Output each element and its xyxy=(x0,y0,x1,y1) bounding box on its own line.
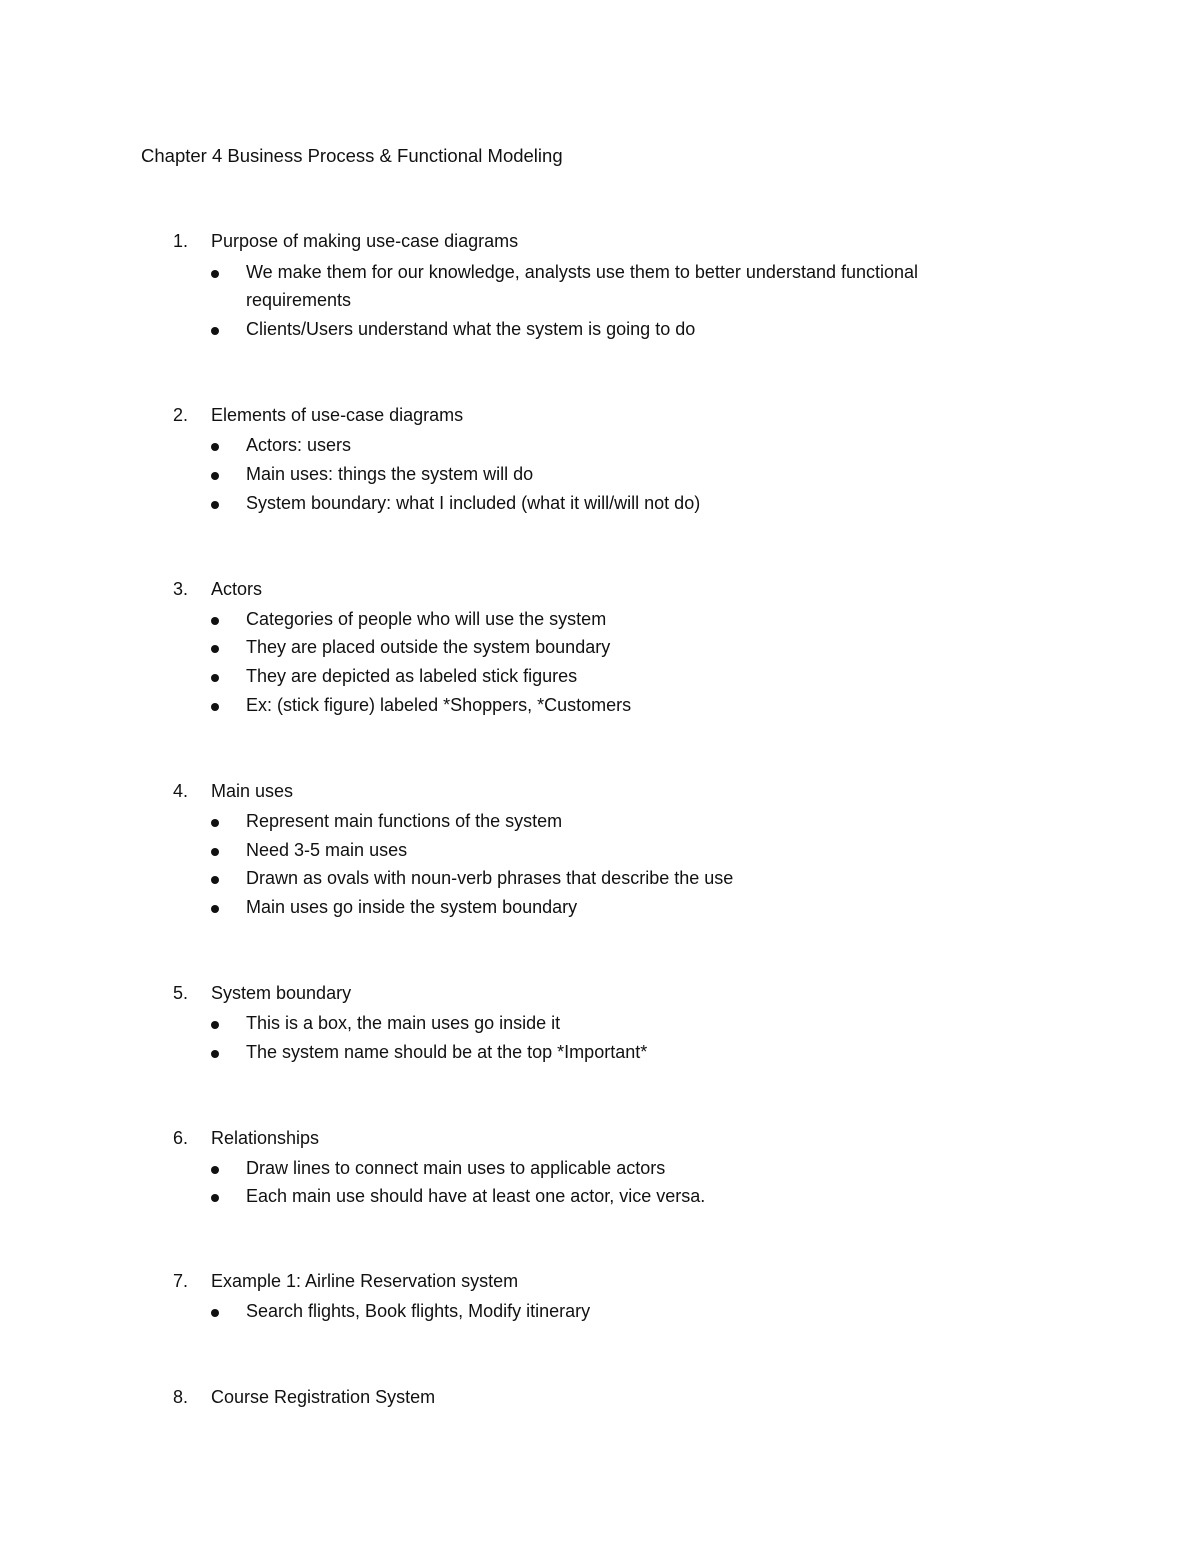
bullet-text: The system name should be at the top *Important* xyxy=(246,1042,648,1062)
section-heading: Example 1: Airline Reservation system xyxy=(211,1271,519,1291)
section-number: 2. xyxy=(173,405,189,425)
bullet-text: Draw lines to connect main uses to applicable actors xyxy=(246,1158,666,1178)
bullet-text: Clients/Users understand what the system is going to do xyxy=(246,319,696,339)
bullet-icon xyxy=(211,876,219,884)
bullet-icon xyxy=(211,703,219,711)
bullet-text: We make them for our knowledge, analysts use them to better understand functional requirements xyxy=(246,262,919,310)
bullet-text: Represent main functions of the system xyxy=(246,811,563,831)
bullet-icon xyxy=(211,443,219,451)
bullet-icon xyxy=(211,848,219,856)
bullet-text: Actors: users xyxy=(246,435,352,455)
bullet-text: This is a box, the main uses go inside it xyxy=(246,1013,561,1033)
bullet-text: Drawn as ovals with noun-verb phrases that describe the use xyxy=(246,868,734,888)
section-heading: Course Registration System xyxy=(211,1387,436,1407)
bullet-icon xyxy=(211,819,219,827)
section-number: 3. xyxy=(173,579,189,599)
bullet-icon xyxy=(211,472,219,480)
section-heading: Purpose of making use-case diagrams xyxy=(211,231,519,251)
page-title: Chapter 4 Business Process & Functional Modeling xyxy=(141,145,563,166)
bullet-text: Main uses: things the system will do xyxy=(246,464,534,484)
section-number: 6. xyxy=(173,1128,189,1148)
section-number: 1. xyxy=(173,231,189,251)
bullet-icon xyxy=(211,327,219,335)
bullet-icon xyxy=(211,501,219,509)
section-heading: Relationships xyxy=(211,1128,320,1148)
section-number: 4. xyxy=(173,781,189,801)
bullet-icon xyxy=(211,645,219,653)
bullet-icon xyxy=(211,1050,219,1058)
bullet-text: Each main use should have at least one actor, vice versa. xyxy=(246,1186,706,1206)
section-heading: Actors xyxy=(211,579,263,599)
bullet-icon xyxy=(211,1021,219,1029)
bullet-text: They are depicted as labeled stick figures xyxy=(246,666,578,686)
bullet-icon xyxy=(211,617,219,625)
bullet-icon xyxy=(211,270,219,278)
section-heading: Main uses xyxy=(211,781,294,801)
bullet-text: Main uses go inside the system boundary xyxy=(246,897,578,917)
bullet-text: They are placed outside the system boundary xyxy=(246,637,611,657)
bullet-text: System boundary: what I included (what it will/will not do) xyxy=(246,493,701,513)
bullet-icon xyxy=(211,905,219,913)
section-number: 7. xyxy=(173,1271,189,1291)
bullet-text: Categories of people who will use the system xyxy=(246,609,607,629)
bullet-text: Ex: (stick figure) labeled *Shoppers, *Customers xyxy=(246,695,632,715)
bullet-text: Search flights, Book flights, Modify itinerary xyxy=(246,1301,591,1321)
section-number: 5. xyxy=(173,983,189,1003)
bullet-icon xyxy=(211,1194,219,1202)
section-number: 8. xyxy=(173,1387,189,1407)
bullet-text: Need 3-5 main uses xyxy=(246,840,408,860)
bullet-icon xyxy=(211,1309,219,1317)
section-heading: System boundary xyxy=(211,983,352,1003)
bullet-icon xyxy=(211,674,219,682)
section-heading: Elements of use-case diagrams xyxy=(211,405,464,425)
bullet-icon xyxy=(211,1166,219,1174)
